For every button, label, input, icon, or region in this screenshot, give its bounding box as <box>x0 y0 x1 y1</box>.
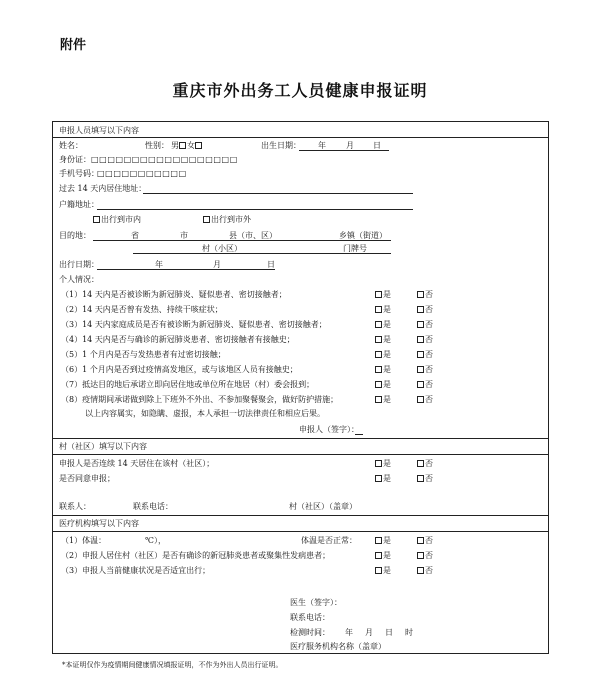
hukou-label: 户籍地址： <box>59 200 99 209</box>
q7-no-option[interactable]: 否 <box>417 380 433 390</box>
mq3-no-option[interactable]: 否 <box>417 566 433 576</box>
checkbox-icon[interactable] <box>417 396 424 403</box>
q1-no-option[interactable]: 否 <box>417 290 433 300</box>
mq2-no-option[interactable]: 否 <box>417 551 433 561</box>
section-divider <box>53 137 548 138</box>
county-unit: 县（市、区） <box>229 231 277 240</box>
checkbox-icon[interactable] <box>417 552 424 559</box>
checkbox-icon[interactable] <box>179 142 186 149</box>
personal-situation-label: 个人情况： <box>59 275 99 284</box>
contact-phone-label: 联系电话： <box>133 502 173 511</box>
checkbox-icon[interactable] <box>417 567 424 574</box>
question-6: （6）1 个月内是否到过疫情高发地区，或与该地区人员有接触史； <box>61 365 298 374</box>
hukou-line[interactable] <box>97 209 413 210</box>
q1-yes-option[interactable]: 是 <box>375 290 391 300</box>
year-unit: 年 <box>318 141 326 150</box>
village-question-1: 申报人是否连续 14 天居住在该村（社区）； <box>59 459 215 468</box>
question-7: （7）抵达目的地后承诺立即向居住地或单位所在地居（村）委会报到； <box>61 380 315 389</box>
checkbox-icon[interactable] <box>375 351 382 358</box>
depart-date-line[interactable] <box>97 269 275 270</box>
q4-yes-option[interactable]: 是 <box>375 335 391 345</box>
village-section-header: 村（社区）填写以下内容 <box>59 442 147 451</box>
house-number-unit: 门牌号 <box>343 244 367 253</box>
phone-number-boxes[interactable]: □□□□□□□□□□□ <box>97 169 187 178</box>
destination-label: 目的地： <box>59 231 91 240</box>
medical-phone-label: 联系电话： <box>290 613 330 622</box>
q4-no-option[interactable]: 否 <box>417 335 433 345</box>
question-1: （1）14 天内是否被诊断为新冠肺炎、疑似患者、密切接触者； <box>61 290 287 299</box>
vq2-yes-option[interactable]: 是 <box>375 474 391 484</box>
question-2: （2）14 天内是否曾有发热、持续干咳症状； <box>61 305 223 314</box>
attachment-label: 附件 <box>60 38 87 53</box>
applicant-signature-label: 申报人（签字）： <box>299 425 359 434</box>
mq2-yes-option[interactable]: 是 <box>375 551 391 561</box>
depart-year-unit: 年 <box>155 260 163 269</box>
question-4: （4）14 天内是否与确诊的新冠肺炎患者、密切接触者有接触史； <box>61 335 295 344</box>
q5-yes-option[interactable]: 是 <box>375 350 391 360</box>
id-label: 身份证： <box>59 155 91 164</box>
checkbox-icon[interactable] <box>93 216 100 223</box>
medical-question-3: （3）申报人当前健康状况是否适宜出行； <box>61 566 211 575</box>
village-question-2: 是否同意申报； <box>59 474 115 483</box>
travel-out-city-option[interactable]: 出行到市外 <box>203 215 251 225</box>
contact-person-label: 联系人： <box>59 502 91 511</box>
vq1-yes-option[interactable]: 是 <box>375 459 391 469</box>
checkbox-icon[interactable] <box>417 336 424 343</box>
q8-yes-option[interactable]: 是 <box>375 395 391 405</box>
checkbox-icon[interactable] <box>375 366 382 373</box>
q6-no-option[interactable]: 否 <box>417 365 433 375</box>
village-unit: 村（小区） <box>202 244 242 253</box>
checkbox-icon[interactable] <box>203 216 210 223</box>
section-divider <box>53 438 548 439</box>
depart-month-unit: 月 <box>213 260 221 269</box>
section-divider <box>53 454 548 455</box>
applicant-section-header: 申报人员填写以下内容 <box>59 126 139 135</box>
q3-yes-option[interactable]: 是 <box>375 320 391 330</box>
temperature-label: （1）体温： <box>61 536 107 545</box>
check-time-label: 检测时间： <box>290 628 330 637</box>
province-unit: 省 <box>131 231 139 240</box>
checkbox-icon[interactable] <box>375 537 382 544</box>
checkbox-icon[interactable] <box>375 306 382 313</box>
city-unit: 市 <box>180 231 188 240</box>
q6-yes-option[interactable]: 是 <box>375 365 391 375</box>
month-unit: 月 <box>346 141 354 150</box>
name-label: 姓名： <box>59 141 83 150</box>
checkbox-icon[interactable] <box>375 336 382 343</box>
question-5: （5）1 个月内是否与发热患者有过密切接触； <box>61 350 226 359</box>
check-time-units: 年 月 日 时 <box>345 628 415 637</box>
checkbox-icon[interactable] <box>375 396 382 403</box>
residence-14-label: 过去 14 天内居住地址： <box>59 184 147 193</box>
checkbox-icon[interactable] <box>417 537 424 544</box>
checkbox-icon[interactable] <box>375 460 382 467</box>
commitment-text: 以上内容属实，如隐瞒、虚报，本人承担一切法律责任和相应后果。 <box>85 409 325 418</box>
temperature-unit: ℃）， <box>145 536 166 545</box>
vq2-no-option[interactable]: 否 <box>417 474 433 484</box>
phone-label: 手机号码： <box>59 169 99 178</box>
q2-no-option[interactable]: 否 <box>417 305 433 315</box>
checkbox-icon[interactable] <box>417 366 424 373</box>
checkbox-icon[interactable] <box>417 381 424 388</box>
footnote: *本证明仅作为疫情期间健康情况填报证明，不作为外出人员出行证明。 <box>62 661 283 669</box>
travel-in-city-option[interactable]: 出行到市内 <box>93 215 141 225</box>
q2-yes-option[interactable]: 是 <box>375 305 391 315</box>
doctor-signature-label: 医生（签字）： <box>290 598 342 607</box>
vq1-no-option[interactable]: 否 <box>417 459 433 469</box>
medical-question-2: （2）申报人居住村（社区）是否有确诊的新冠肺炎患者或聚集性发病患者； <box>61 551 331 560</box>
checkbox-icon[interactable] <box>375 475 382 482</box>
day-unit: 日 <box>373 141 381 150</box>
temperature-normal-label: 体温是否正常： <box>301 536 357 545</box>
checkbox-icon[interactable] <box>417 291 424 298</box>
checkbox-icon[interactable] <box>375 381 382 388</box>
q3-no-option[interactable]: 否 <box>417 320 433 330</box>
checkbox-icon[interactable] <box>375 567 382 574</box>
q7-yes-option[interactable]: 是 <box>375 380 391 390</box>
question-3: （3）14 天内家庭成员是否有被诊断为新冠肺炎、疑似患者、密切接触者； <box>61 320 327 329</box>
depart-day-unit: 日 <box>267 260 275 269</box>
residence-14-line[interactable] <box>143 193 413 194</box>
checkbox-icon[interactable] <box>417 306 424 313</box>
checkbox-icon[interactable] <box>375 321 382 328</box>
medical-section-header: 医疗机构填写以下内容 <box>59 519 139 528</box>
mq3-yes-option[interactable]: 是 <box>375 566 391 576</box>
checkbox-icon[interactable] <box>417 460 424 467</box>
question-8: （8）疫情期间承诺做到除上下班外不外出、不参加聚餐聚会，做好防护措施； <box>61 395 339 404</box>
page-title: 重庆市外出务工人员健康申报证明 <box>172 81 428 100</box>
gender-label: 性别： <box>145 141 169 150</box>
village-seal-label: 村（社区）（盖章） <box>289 502 357 511</box>
checkbox-icon[interactable] <box>417 321 424 328</box>
gender-male-option[interactable]: 男 女 <box>171 141 203 151</box>
q8-no-option[interactable]: 否 <box>417 395 433 405</box>
q5-no-option[interactable]: 否 <box>417 350 433 360</box>
checkbox-icon[interactable] <box>417 351 424 358</box>
declaration-form <box>52 121 549 654</box>
depart-date-label: 出行日期： <box>59 260 99 269</box>
institution-seal-label: 医疗服务机构名称（盖章） <box>290 642 386 651</box>
checkbox-icon[interactable] <box>195 142 202 149</box>
checkbox-icon[interactable] <box>417 475 424 482</box>
birth-label: 出生日期： <box>261 141 301 150</box>
section-divider <box>53 515 548 516</box>
checkbox-icon[interactable] <box>375 552 382 559</box>
applicant-signature-line[interactable] <box>355 434 363 435</box>
checkbox-icon[interactable] <box>375 291 382 298</box>
mq1-no-option[interactable]: 否 <box>417 536 433 546</box>
id-number-boxes[interactable]: □□□□□□□□□□□□□□□□□□ <box>91 155 238 164</box>
section-divider <box>53 531 548 532</box>
mq1-yes-option[interactable]: 是 <box>375 536 391 546</box>
township-unit: 乡镇（街道） <box>339 231 387 240</box>
